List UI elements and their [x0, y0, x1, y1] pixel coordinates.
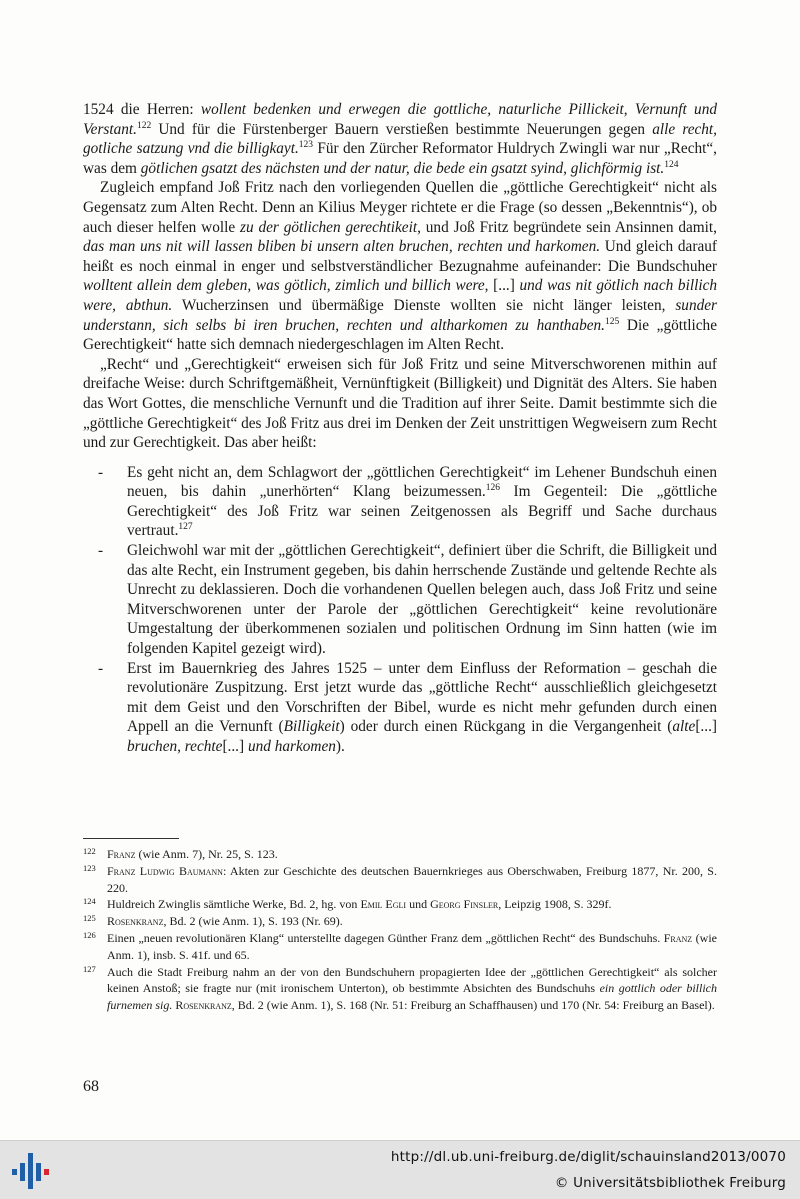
footnote-126	[83, 930, 717, 964]
paragraph-1	[83, 100, 717, 178]
text-run: ) oder durch einen Rückgang in die Vergangenheit (	[339, 718, 673, 736]
quotation: alte	[672, 718, 696, 736]
footnote-number: 126	[83, 929, 96, 940]
quotation: das man uns nit will lassen bliben bi unsern alten bruchen, rechten und harkomen.	[83, 238, 601, 256]
text-run: (wie Anm. 1), insb. S. 41f. und 65.	[107, 930, 717, 962]
text-run: [...]	[695, 718, 717, 736]
author-name: Franz	[107, 847, 136, 861]
footnote-number: 127	[83, 963, 96, 974]
page-number: 68	[83, 1078, 99, 1095]
text-run: , Bd. 2 (wie Anm. 1), S. 193 (Nr. 69).	[163, 914, 343, 929]
text-run: 1524 die Herren:	[83, 101, 201, 118]
text-run: ).	[335, 738, 345, 755]
text-run: Für den Zürcher Reformator Huldrych Zwingli war nur „Recht“, was dem	[83, 140, 717, 177]
quotation: bruchen, rechte	[127, 738, 223, 755]
dash-marker: -	[98, 542, 104, 560]
quotation: ein gottlich oder billich furnemen sig.	[107, 981, 717, 1013]
quotation: wollent bedenken und erwegen die gottliche, naturliche Pillickeit, Vernunft und Verstant.	[83, 101, 717, 138]
author-name: Franz Ludwig Baumann	[107, 863, 223, 878]
footnote-ref[interactable]: 124	[664, 159, 679, 170]
text-run: Huldreich Zwinglis sämtliche Werke, Bd. 2, hg. von	[107, 897, 361, 912]
footnote-ref[interactable]: 126	[485, 483, 500, 494]
quotation: wolltent allein dem gleben, was götlich, zimlich und billich were,	[83, 277, 489, 295]
footnote-125	[83, 913, 717, 930]
text-run: Auch die Stadt Freiburg nahm an der von den Bundschuhern propagierten Idee der „göttlichen Gerechtigkeit“ als solcher keinen Anstoß; sie fragte nur (mit ironischem Unterton), ob bestimmte Absichten des Bundschuhs	[107, 964, 717, 996]
paragraph-3: „Recht“ und „Gerechtigkeit“ erweisen sich für Joß Fritz und seine Mitverschworenen mithin auf dreifache Weise: durch Schriftgemäßheit, Vernünftigkeit (Billigkeit) und Dignität des Alters. Sie haben das Wort Gottes, die menschliche Vernunft und die Tradition auf ihrer Seite. Damit bestimmte sich die „göttliche Gerechtigkeit“ des Joß Fritz aus drei im Denken der Zeit unstrittigen Wegweisern zum Recht und zur Gerechtigkeit. Das aber heißt:	[83, 355, 717, 452]
page-content	[83, 100, 717, 757]
viewer-footer	[0, 1140, 800, 1199]
dash-list	[83, 463, 717, 757]
footnote-number: 122	[83, 846, 96, 856]
quotation: zu der götlichen gerechtikeit,	[240, 218, 421, 236]
footnote-number: 123	[83, 862, 96, 873]
author-name: Georg Finsler	[430, 897, 499, 912]
footnote-ref[interactable]: 127	[178, 522, 193, 533]
list-item	[83, 659, 717, 757]
quotation: sunder understann, sich selbs bi iren bruchen, rechten und altharkomen zu hanthaben.	[83, 296, 717, 334]
ub-freiburg-logo-icon[interactable]	[10, 1149, 50, 1193]
footnote-127	[83, 964, 717, 1014]
text-run: Und für die Fürstenberger Bauern verstießen bestimmte Neuerungen gegen	[151, 120, 653, 138]
footnote-ref[interactable]: 122	[136, 120, 152, 131]
footnote-separator	[83, 838, 179, 839]
quotation: götlichen gsatzt des nächsten und der natur, die bede ein gsatzt syind, glichförmig ist.	[140, 159, 665, 177]
text-run: Gleichwohl war mit der „göttlichen Gerechtigkeit“, definiert über die Schrift, die Billigkeit und das alte Recht, ein Instrument gegeben, bis dahin herrschende Zustände und geltende Rechte als Unrecht zu deklassieren. Doch die vorhandenen Quellen belegen auch, dass Joß Fritz und seine Mitverschworenen unter der Parole der „göttlichen Gerechtigkeit“ keine revolutionäre Umgestaltung der überkommenen sozialen und politischen Ordnung im Sinn hatten (wie im folgenden Kapitel gezeigt wird).	[127, 542, 717, 658]
footnote-number: 125	[83, 913, 96, 924]
document-url-link[interactable]: http://dl.ub.uni-freiburg.de/diglit/schauinsland2013/0070	[390, 1149, 786, 1165]
text-run: Es geht nicht an, dem Schlagwort der „göttlichen Gerechtigkeit“ im Lehener Bundschuh einen neuen, bis dahin „unerhörten“ Klang beizumessen.	[127, 463, 717, 501]
paragraph-2	[83, 178, 717, 354]
text-run: Erst im Bauernkrieg des Jahres 1525 – unter dem Einfluss der Reformation – geschah die revolutionäre Zuspitzung. Erst jetzt wurde das „göttliche Recht“ ausschließlich gleichgesetzt mit dem Geist und den Vorschriften der Bibel, wurde es nicht mehr gefunden durch einen Appell an die Vernunft (	[127, 659, 717, 736]
text-run: Und gleich darauf heißt es noch einmal in enger und selbstverständlicher Bezugnahme aufeinander: Die Bundschuher	[83, 238, 717, 275]
author-name: Rosenkranz	[107, 914, 164, 929]
list-item	[83, 463, 717, 541]
list-item	[83, 541, 717, 659]
quotation: alle recht, gotliche satzung vnd die billigkayt.	[83, 120, 718, 158]
copyright-notice: © Universitätsbibliothek Freiburg	[554, 1175, 786, 1191]
author-name: Rosenkranz	[175, 998, 232, 1013]
footnote-123	[83, 863, 717, 897]
footnote-number: 124	[83, 896, 96, 907]
text-run: (wie Anm. 7), Nr. 25, S. 123.	[135, 847, 278, 861]
text-run: und	[406, 897, 431, 912]
text-run: und Joß Fritz begründete sein Ansinnen damit,	[420, 218, 717, 236]
quotation: Billigkeit	[283, 718, 340, 736]
text-run: Zugleich empfand Joß Fritz nach den vorliegenden Quellen die „göttliche Gerechtigkeit“ nicht als Gegensatz zum Alten Recht. Denn an Kilius Meyger richtete er die Frage (so dessen „Bekenntnis“), ob auch dieser helfen wolle	[83, 179, 717, 236]
text-run: Die „göttliche Gerechtigkeit“ hatte sich demnach niedergeschlagen im Alten Recht.	[83, 316, 717, 354]
main-text	[83, 100, 717, 757]
text-run: , Leipzig 1908, S. 329f.	[498, 897, 612, 912]
footnote-124	[83, 896, 717, 913]
quotation: und was nit götlich nach billich were, abthun.	[83, 277, 718, 314]
footnotes	[83, 846, 717, 1014]
text-run: [...]	[222, 738, 248, 755]
text-run: : Akten zur Geschichte des deutschen Bauernkrieges aus Oberschwaben, Freiburg 1877, Nr. 200, S. 220.	[107, 863, 717, 895]
text-run: Einen „neuen revolutionären Klang“ unterstellte dagegen Günther Franz dem „göttlichen Recht“ des Bundschuhs.	[107, 930, 664, 945]
footnote-122	[83, 846, 717, 863]
author-name: Franz	[663, 930, 693, 945]
text-run: Wucherzinsen und übermäßige Dienste wollten sie nicht länger leisten,	[172, 296, 676, 314]
footnote-ref[interactable]: 123	[298, 140, 314, 151]
text-run: Im Gegenteil: Die „göttliche Gerechtigkeit“ des Joß Fritz war seinen Zeitgenossen als Begriff und Sache durchaus vertraut.	[127, 483, 717, 540]
dash-marker: -	[98, 659, 104, 677]
author-name: Emil Egli	[360, 897, 407, 912]
dash-marker: -	[98, 463, 104, 481]
text-run: , Bd. 2 (wie Anm. 1), S. 168 (Nr. 51: Freiburg an Schaffhausen) und 170 (Nr. 54: Freiburg an Basel).	[231, 998, 715, 1013]
quotation: und harkomen	[247, 738, 336, 755]
footnote-ref[interactable]: 125	[605, 316, 620, 327]
text-run: [...]	[488, 277, 520, 295]
